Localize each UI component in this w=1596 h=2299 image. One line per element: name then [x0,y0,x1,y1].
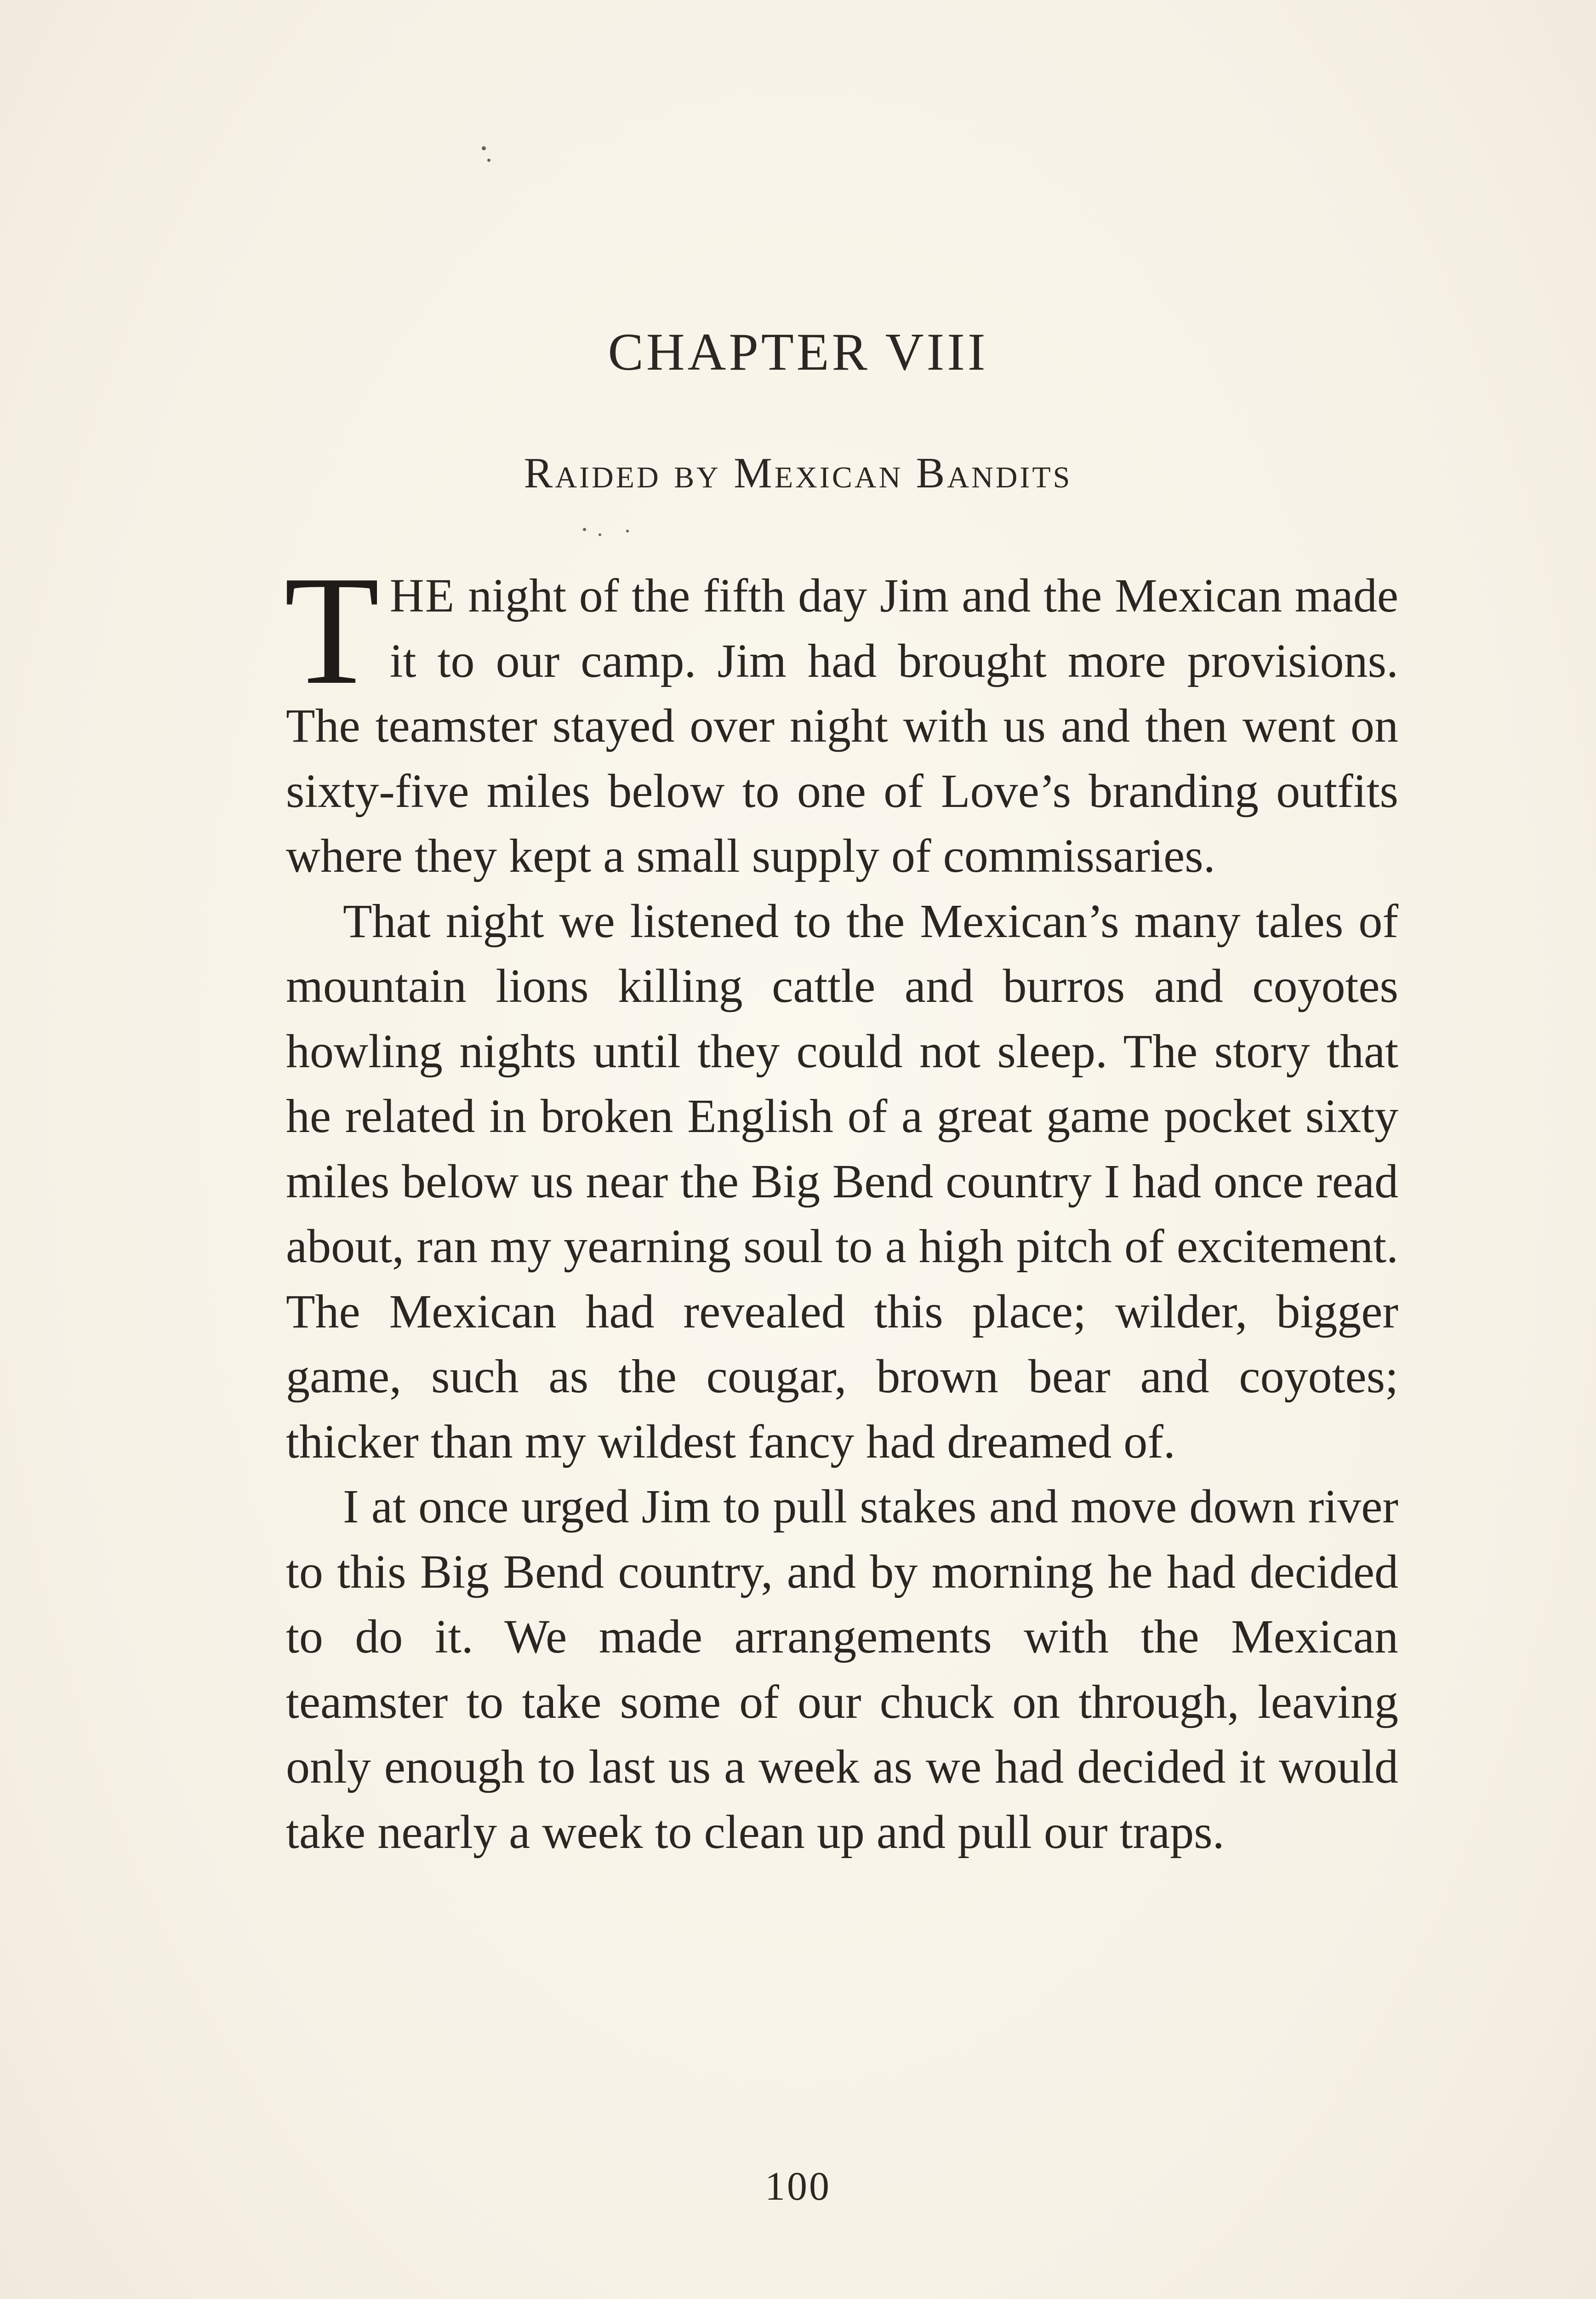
chapter-subtitle: Raided by Mexican Bandits [524,449,1072,497]
body-text [284,543,1398,1864]
page-speck [482,146,486,150]
chapter-title: CHAPTER VIII [608,323,988,382]
paragraph-2: That night we listened to the Mexican’s many tales of mountain lions killing cattle and burros and coyotes howling nights until they could not sleep. The story that he related in broken English of a great game pocket sixty miles below us near the Big Bend country I had once read about, ran my yearning soul to a high pitch of excitement. The Mexican had revealed this place; wilder, bigger game, such as the cougar, brown bear and coyotes; thicker than my wildest fancy had dreamed of. [286,894,1398,1468]
paragraph-text: night of the fifth day Jim and the Mexican made it to our camp. Jim had brought more provisions. The teamster stayed over night with us and then went on sixty-five miles below to one of Love’s branding outfits where they kept a small supply of commissaries. [286,569,1398,882]
paragraph-3: I at once urged Jim to pull stakes and move down river to this Big Bend country, and by morning he had decided to do it. We made arrangements with the Mexican teamster to take some of our chuck on through, leaving only enough to last us a week as we had decided it would take nearly a week to clean up and pull our traps. [286,1480,1398,1859]
page-speck [626,530,629,532]
page-speck [598,533,601,536]
page-speck [583,528,586,531]
lead-in: HE [389,569,456,622]
paragraph-1 [284,543,1398,889]
page-speck [487,159,490,162]
page-number: 100 [765,2164,831,2209]
drop-cap: T [284,543,380,717]
